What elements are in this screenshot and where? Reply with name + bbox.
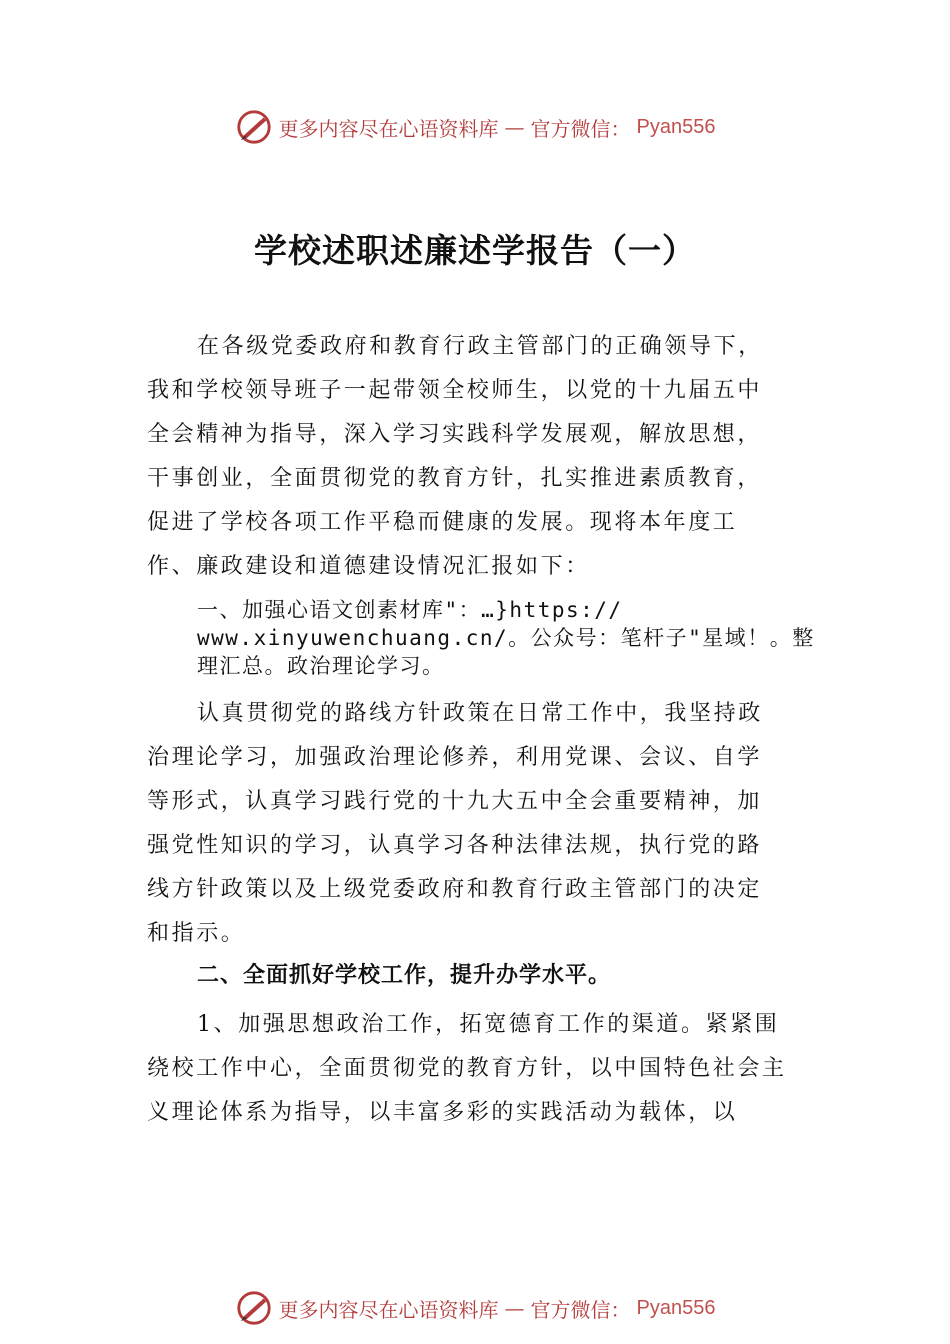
paragraph-line: 在各级党委政府和教育行政主管部门的正确领导下， bbox=[197, 334, 763, 359]
section-one-paragraph bbox=[197, 596, 815, 680]
paragraph-line: 我和学校领导班子一起带领全校师生，以党的十九届五中 bbox=[147, 378, 763, 403]
banner-wechat-label: 官方微信： bbox=[530, 1297, 631, 1322]
banner-dash: — bbox=[504, 1296, 525, 1320]
banner-wechat-id: Pyan556 bbox=[636, 115, 716, 138]
footer-watermark-banner bbox=[0, 1289, 950, 1327]
paragraph-line: 等形式，认真学习践行党的十九大五中全会重要精神，加 bbox=[147, 789, 763, 814]
paragraph-line: 线方针政策以及上级党委政府和教育行政主管部门的决定 bbox=[147, 877, 763, 902]
paragraph-line: 促进了学校各项工作平稳而健康的发展。现将本年度工 bbox=[147, 510, 738, 535]
paragraph-line: 治理论学习，加强政治理论修养，利用党课、会议、自学 bbox=[147, 745, 763, 770]
pen-logo-icon bbox=[235, 1289, 273, 1327]
paragraph-line: 绕校工作中心，全面贯彻党的教育方针，以中国特色社会主 bbox=[147, 1056, 787, 1081]
paragraph-line: www.xinyuwenchuang.cn/。公众号：笔杆子"星域！。整 bbox=[197, 626, 815, 650]
document-title: 学校述职述廉述学报告（一） bbox=[254, 231, 696, 270]
paragraph-line: 作、廉政建设和道德建设情况汇报如下： bbox=[147, 554, 590, 579]
intro-paragraph bbox=[147, 325, 763, 589]
banner-dash: — bbox=[504, 115, 525, 139]
banner-main-text: 更多内容尽在心语资料库 bbox=[278, 116, 499, 141]
section-two-heading: 二、全面抓好学校工作，提升办学水平。 bbox=[197, 963, 612, 988]
paragraph-line: 1、加强思想政治工作，拓宽德育工作的渠道。紧紧围 bbox=[197, 1012, 780, 1037]
paragraph-line: 干事创业，全面贯彻党的教育方针，扎实推进素质教育， bbox=[147, 466, 763, 491]
pen-logo-icon bbox=[235, 108, 273, 146]
paragraph-line: 强党性知识的学习，认真学习各种法律法规，执行党的路 bbox=[147, 833, 763, 858]
banner-main-text: 更多内容尽在心语资料库 bbox=[278, 1297, 499, 1322]
theory-study-paragraph bbox=[147, 692, 763, 956]
paragraph-line: 理汇总。政治理论学习。 bbox=[197, 654, 445, 678]
banner-wechat-label: 官方微信： bbox=[530, 116, 631, 141]
paragraph-line: 和指示。 bbox=[147, 921, 246, 946]
paragraph-line: 一、加强心语文创素材库"：…}https:// bbox=[197, 598, 623, 622]
paragraph-line: 认真贯彻党的路线方针政策在日常工作中，我坚持政 bbox=[197, 701, 763, 726]
moral-education-paragraph bbox=[147, 1003, 787, 1135]
paragraph-line: 义理论体系为指导，以丰富多彩的实践活动为载体，以 bbox=[147, 1100, 738, 1125]
banner-wechat-id: Pyan556 bbox=[636, 1296, 716, 1319]
paragraph-line: 全会精神为指导，深入学习实践科学发展观，解放思想， bbox=[147, 422, 763, 447]
header-watermark-banner bbox=[0, 108, 950, 146]
